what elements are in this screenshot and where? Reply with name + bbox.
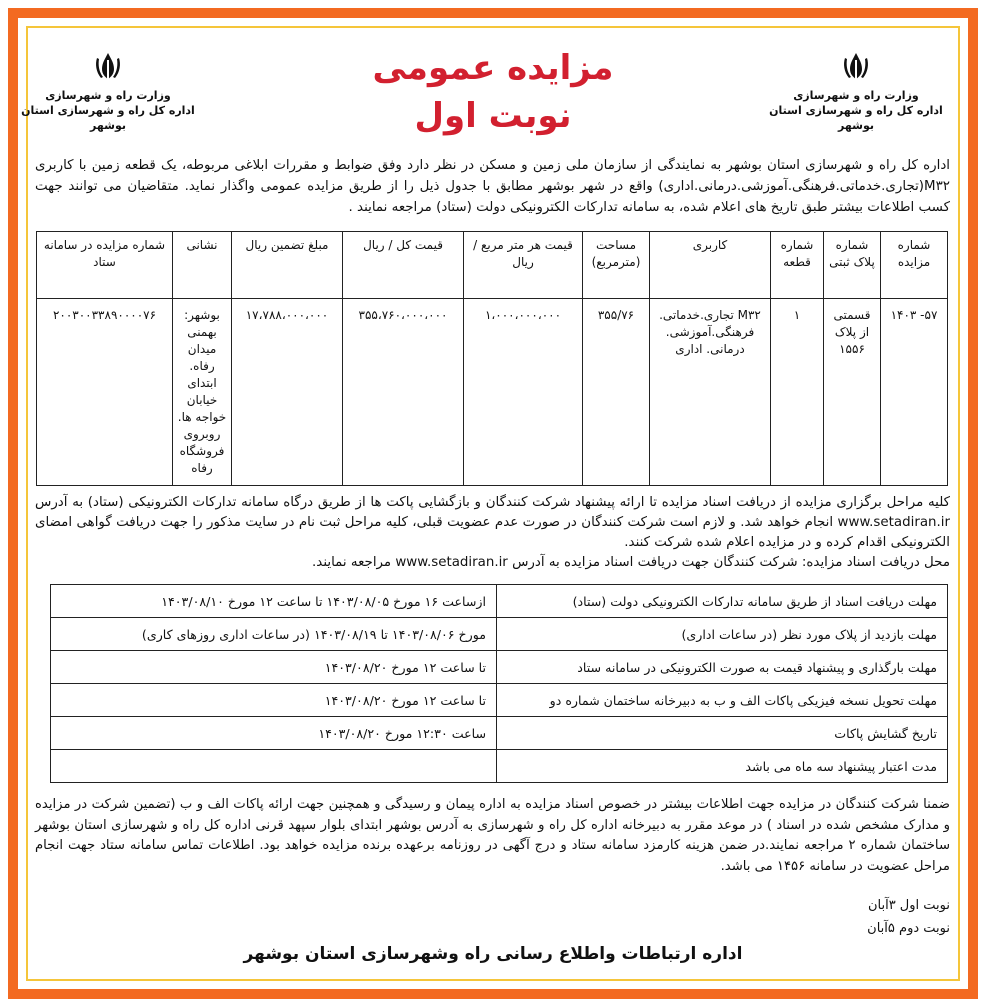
ministry-name: وزارت راه و شهرسازی <box>45 89 171 102</box>
schedule-value: مورخ ۱۴۰۳/۰۸/۰۶ تا ۱۴۰۳/۰۸/۱۹ (در ساعات اداری روزهای کاری) <box>51 618 497 651</box>
schedule-value <box>51 750 497 783</box>
intro-paragraph: اداره کل راه و شهرسازی استان بوشهر به نمایندگی از سازمان ملی زمین و مسکن در نظر دارد وفق ضوابط و مقررات ابلاغی مربوطه، یک قطعه زمین با کاربری M۳۲(تجاری.خدماتی.فرهنگی.آموزشی.درمانی.اداری) واقع در شهر بوشهر مطابق با جدول ذیل را از طریق مزایده عمومی واگذار نماید. متقاضیان می توانند جهت کسب اطلاعات بیشتر طبق تاریخ های اعلام شده، به سامانه تدارکات الکترونیکی دولت (ستاد) مراجعه نمایند . <box>35 158 950 215</box>
plate-number-cell: قسمتی از پلاک ۱۵۵۶ <box>824 299 881 486</box>
table-header-cell: مساحت (مترمربع) <box>583 232 650 299</box>
table-header-cell: کاربری <box>650 232 771 299</box>
schedule-value: تا ساعت ۱۲ مورخ ۱۴۰۳/۰۸/۲۰ <box>51 651 497 684</box>
auction-table <box>36 231 948 486</box>
schedule-row <box>51 750 948 783</box>
table-header-cell: شماره قطعه <box>771 232 824 299</box>
table-header-cell: شماره مزایده در سامانه ستاد <box>37 232 173 299</box>
schedule-label: مهلت بازدید از پلاک مورد نظر (در ساعات اداری) <box>497 618 948 651</box>
land-use-cell: M۳۲ تجاری.خدماتی. فرهنگی.آموزشی. درمانی. اداری <box>650 299 771 486</box>
schedule-label: تاریخ گشایش پاکات <box>497 717 948 750</box>
docs-location-paragraph: محل دریافت اسناد مزایده: شرکت کنندگان جهت دریافت اسناد مزایده به آدرس www.setadiran.ir مراجعه نمایند. <box>312 555 950 570</box>
table-header-cell: شماره مزایده <box>881 232 948 299</box>
notice-title: مزایده عمومی <box>372 48 614 88</box>
ministry-name: وزارت راه و شهرسازی <box>793 89 919 102</box>
table-header-cell: شماره پلاک ثبتی <box>824 232 881 299</box>
footer-department: اداره ارتباطات واطلاع رسانی راه وشهرسازی استان بوشهر <box>243 944 743 964</box>
office-name: اداره کل راه و شهرسازی استان بوشهر <box>769 104 943 132</box>
table-header-row <box>37 232 948 299</box>
second-round-date: نوبت دوم ۵آبان <box>867 921 950 936</box>
guarantee-cell: ۱۷،۷۸۸،۰۰۰،۰۰۰ <box>232 299 343 486</box>
schedule-label: مهلت تحویل نسخه فیزیکی پاکات الف و ب به دبیرخانه ساختمان شماره دو <box>497 684 948 717</box>
table-header-cell: قیمت هر متر مربع / ریال <box>464 232 583 299</box>
auction-number-cell: ۵۷- ۱۴۰۳ <box>881 299 948 486</box>
schedule-row <box>51 618 948 651</box>
table-header-cell: مبلغ تضمین ریال <box>232 232 343 299</box>
schedule-row <box>51 717 948 750</box>
first-round-date: نوبت اول ۳آبان <box>867 898 950 913</box>
schedule-label: مهلت دریافت اسناد از طریق سامانه تدارکات الکترونیکی دولت (ستاد) <box>497 585 948 618</box>
price-per-m2-cell: ۱،۰۰۰،۰۰۰،۰۰۰ <box>464 299 583 486</box>
schedule-value: ساعت ۱۲:۳۰ مورخ ۱۴۰۳/۰۸/۲۰ <box>51 717 497 750</box>
schedule-value: تا ساعت ۱۲ مورخ ۱۴۰۳/۰۸/۲۰ <box>51 684 497 717</box>
schedule-label: مدت اعتبار پیشنهاد سه ماه می باشد <box>497 750 948 783</box>
area-cell: ۳۵۵/۷۶ <box>583 299 650 486</box>
schedule-label: مهلت بارگذاری و پیشنهاد قیمت به صورت الکترونیکی در سامانه ستاد <box>497 651 948 684</box>
notes-paragraph: ضمنا شرکت کنندگان در مزایده جهت اطلاعات بیشتر در خصوص اسناد مزایده به اداره پیمان و رسیدگی و همچنین جهت ارائه پاکات الف و ب (تضمین شرکت در مزایده و مدارک مشخص شده در اسناد ) در موعد مقرر به دبیرخانه اداره کل راه و شهرسازی به آدرس بوشهر ابتدای بلوار سپهد قرنی اداره کل راه و شهرسازی استان بوشهر ساختمان شماره ۲ مراجعه نمایند.در ضمن هزینه کارمزد سامانه ستاد و درج آگهی در روزنامه برعهده برنده مزایده خواهد بود. اطلاعات تماس سامانه ستاد جهت انجام مراحل عضویت در سامانه ۱۴۵۶ می باشد. <box>35 797 950 874</box>
schedule-table <box>50 584 948 783</box>
schedule-row <box>51 651 948 684</box>
process-section <box>35 493 950 573</box>
schedule-row <box>51 585 948 618</box>
table-row <box>37 299 948 486</box>
address-cell: بوشهر: بهمنی میدان رفاه. ابتدای خیابان خواجه ها. روبروی فروشگاه رفاه <box>173 299 232 486</box>
table-header-cell: نشانی <box>173 232 232 299</box>
notice-subtitle: نوبت اول <box>414 96 572 136</box>
total-price-cell: ۳۵۵،۷۶۰،۰۰۰،۰۰۰ <box>343 299 464 486</box>
setad-number-cell: ۲۰۰۳۰۰۳۳۸۹۰۰۰۰۷۶ <box>37 299 173 486</box>
schedule-row <box>51 684 948 717</box>
table-header-cell: قیمت کل / ریال <box>343 232 464 299</box>
office-name: اداره کل راه و شهرسازی استان بوشهر <box>21 104 195 132</box>
schedule-value: ازساعت ۱۶ مورخ ۱۴۰۳/۰۸/۰۵ تا ساعت ۱۲ مورخ ۱۴۰۳/۰۸/۱۰ <box>51 585 497 618</box>
process-paragraph: کلیه مراحل برگزاری مزایده از دریافت اسناد مزایده تا ارائه پیشنهاد شرکت کنندگان و بازگشایی پاکت ها از طریق درگاه سامانه تدارکات الکترونیکی (ستاد) به آدرس www.setadiran.ir انجام خواهد شد. و لازم است شرکت کنندگان در صورت عدم عضویت قبلی، کلیه مراحل ثبت نام در سایت مذکور را جهت دریافت گواهی امضای الکترونیکی اقدام کرده و در مزایده اعلام شده شرکت کنند. <box>35 495 950 550</box>
lot-number-cell: ۱ <box>771 299 824 486</box>
